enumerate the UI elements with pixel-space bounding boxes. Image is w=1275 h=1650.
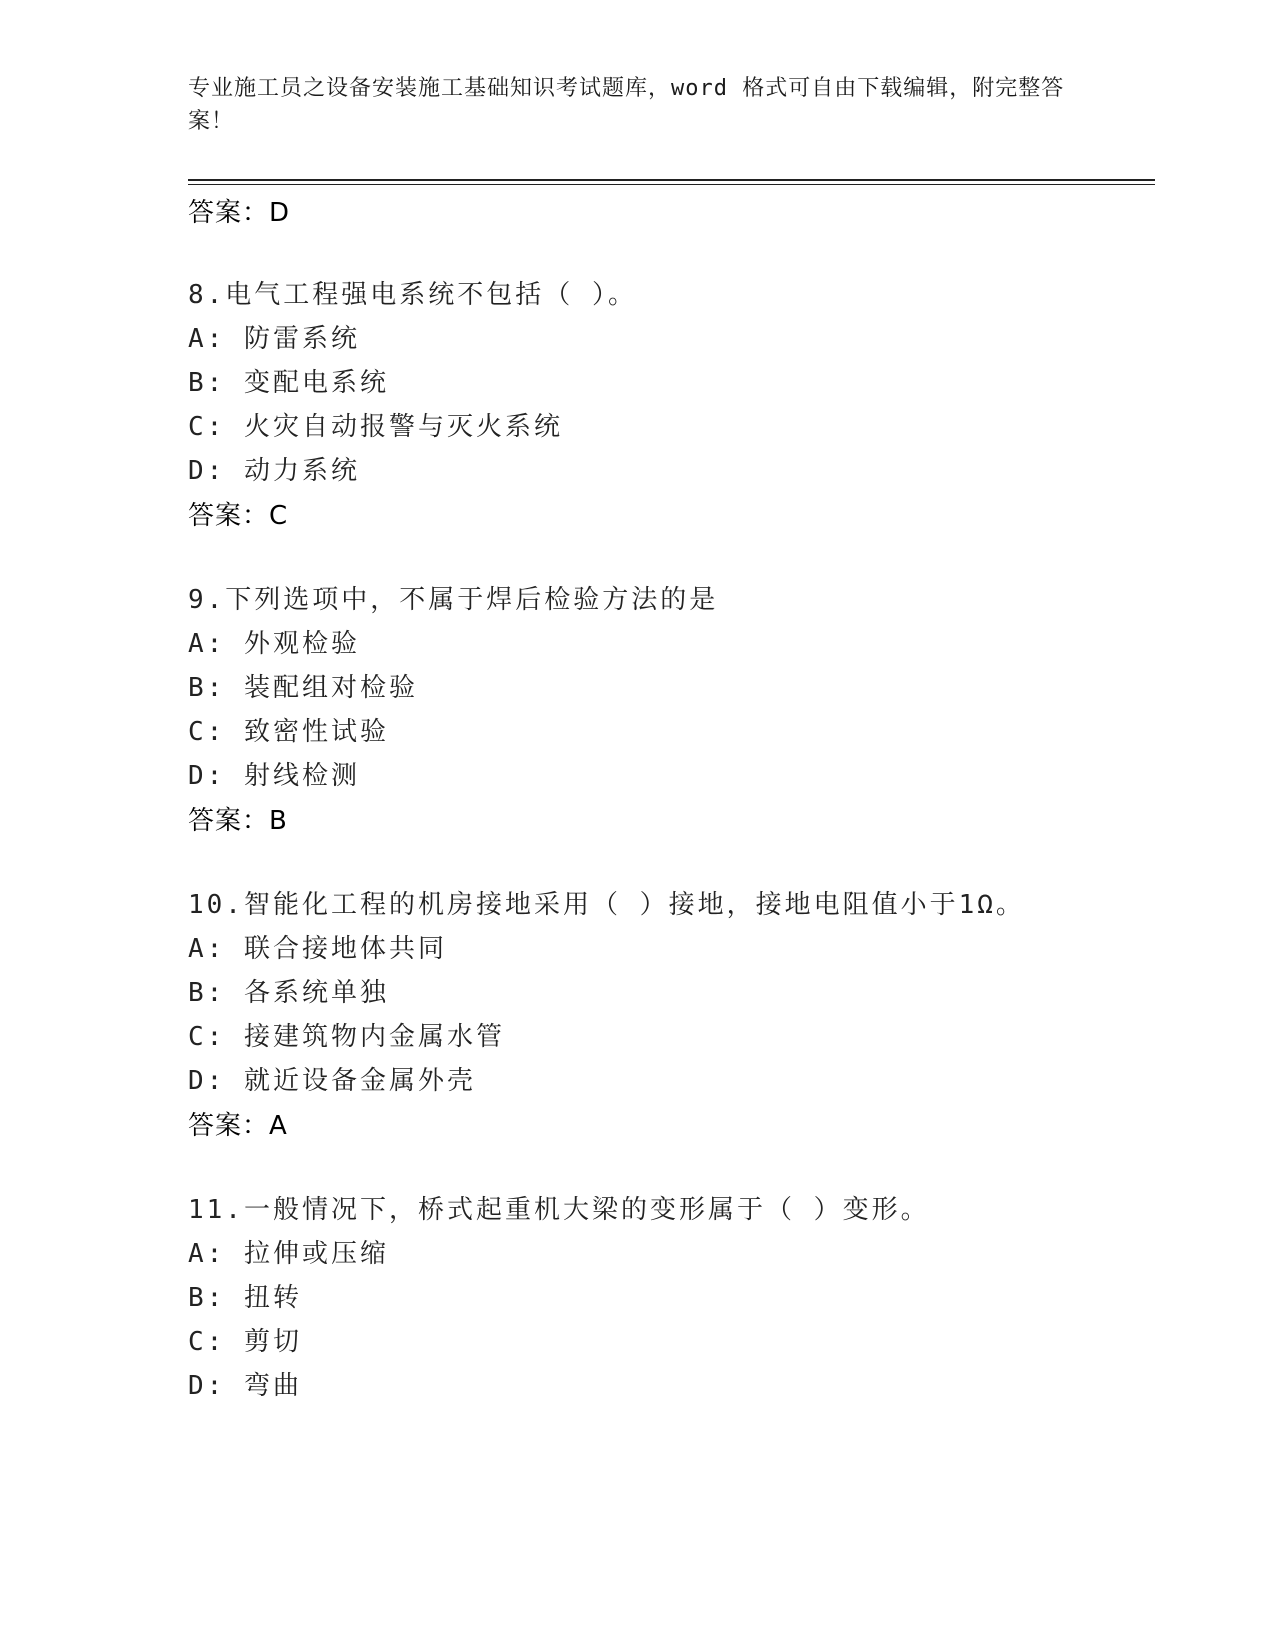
option-a: A: 外观检验: [188, 629, 360, 659]
answer-line: 答案：B: [188, 806, 288, 836]
header-divider: [188, 179, 1155, 181]
option-d: D: 就近设备金属外壳: [188, 1066, 476, 1096]
header-divider-thin: [188, 184, 1155, 185]
question-8: 8.电气工程强电系统不包括（ ）。: [188, 280, 637, 310]
answer-line: 答案：D: [188, 198, 291, 228]
option-b: B: 扭转: [188, 1283, 302, 1313]
option-c: C: 致密性试验: [188, 717, 389, 747]
option-d: D: 动力系统: [188, 456, 360, 486]
option-b: B: 各系统单独: [188, 978, 389, 1008]
option-c: C: 接建筑物内金属水管: [188, 1022, 505, 1052]
answer-line: 答案：A: [188, 1111, 288, 1141]
answer-line: 答案：C: [188, 501, 289, 531]
question-10: 10.智能化工程的机房接地采用（ ）接地，接地电阻值小于1Ω。: [188, 890, 1025, 920]
question-9: 9.下列选项中，不属于焊后检验方法的是: [188, 585, 719, 615]
option-b: B: 变配电系统: [188, 368, 389, 398]
option-a: A: 防雷系统: [188, 324, 360, 354]
option-b: B: 装配组对检验: [188, 673, 418, 703]
option-d: D: 射线检测: [188, 761, 360, 791]
option-d: D: 弯曲: [188, 1371, 302, 1401]
option-a: A: 拉伸或压缩: [188, 1239, 389, 1269]
option-a: A: 联合接地体共同: [188, 934, 447, 964]
option-c: C: 剪切: [188, 1327, 302, 1357]
document-header: 专业施工员之设备安装施工基础知识考试题库，word 格式可自由下载编辑，附完整答案！: [188, 76, 1065, 134]
option-c: C: 火灾自动报警与灭火系统: [188, 412, 563, 442]
question-11: 11.一般情况下，桥式起重机大梁的变形属于（ ）变形。: [188, 1195, 930, 1225]
